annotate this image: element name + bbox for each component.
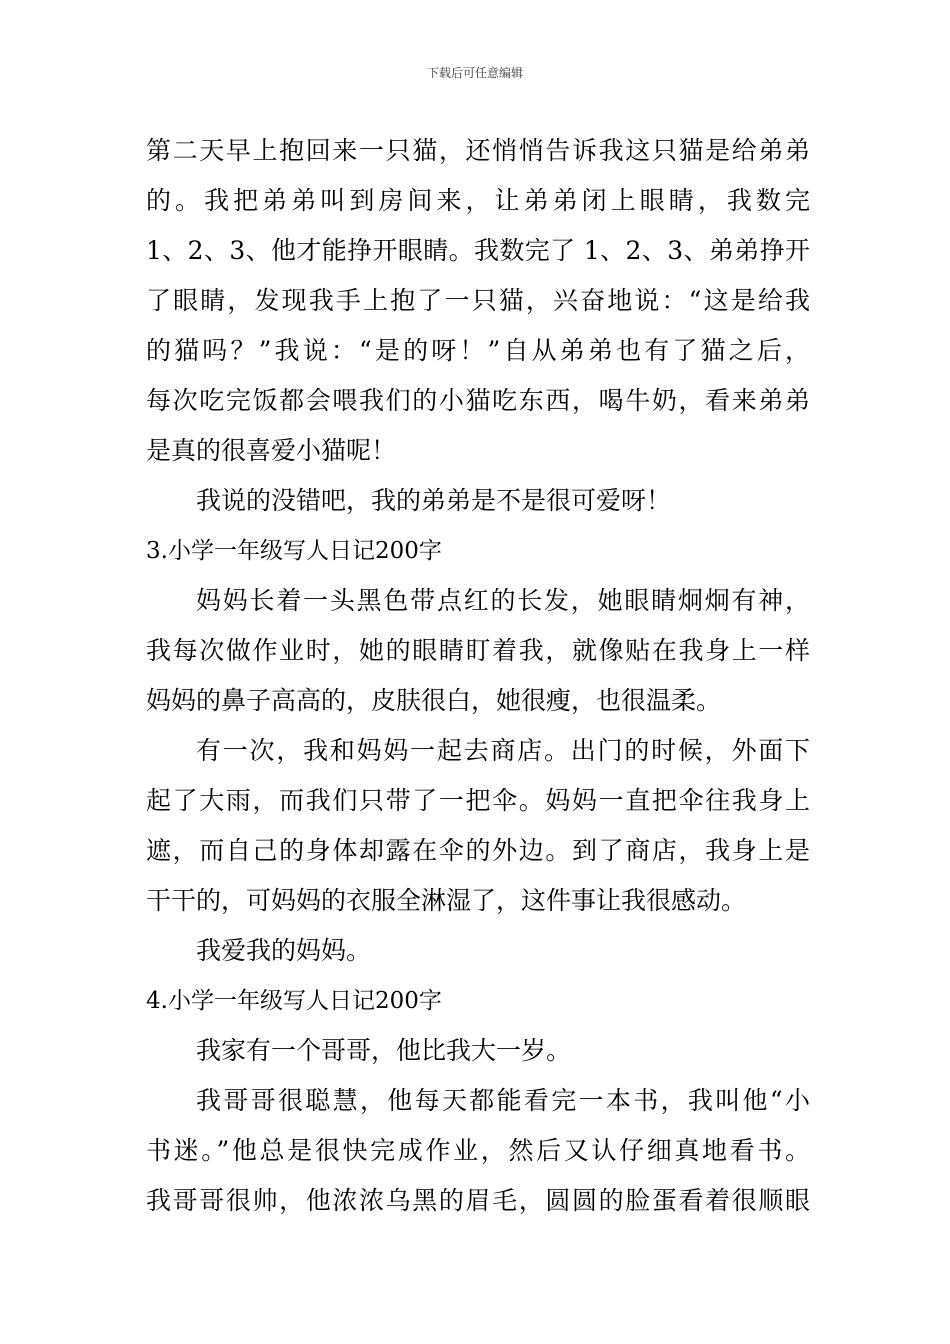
page-header: 下载后可任意编辑 — [426, 66, 523, 80]
text-line: 我爱我的妈妈。 — [196, 936, 372, 965]
text-line: 的。我把弟弟叫到房间来，让弟弟闭上眼睛，我数完 — [146, 186, 810, 215]
text-line: 我说的没错吧，我的弟弟是不是很可爱呀！ — [196, 486, 672, 515]
text-line: 我家有一个哥哥，他比我大一岁。 — [196, 1036, 572, 1065]
text-line: 妈妈的鼻子高高的，皮肤很白，她很瘦，也很温柔。 — [146, 686, 722, 715]
text-line: 我哥哥很帅，他浓浓乌黑的眉毛，圆圆的脸蛋看着很顺眼 — [146, 1186, 810, 1215]
text-line: 起了大雨，而我们只带了一把伞。妈妈一直把伞往我身上 — [146, 786, 810, 815]
text-line: 我哥哥很聪慧，他每天都能看完一本书，我叫他“小 — [196, 1086, 810, 1115]
text-line: 书迷。”他总是很快完成作业，然后又认仔细真地看书。 — [146, 1136, 810, 1165]
text-line: 有一次，我和妈妈一起去商店。出门的时候，外面下 — [196, 736, 810, 765]
document-body — [146, 126, 810, 1226]
text-line: 了眼睛，发现我手上抱了一只猫，兴奋地说：“这是给我 — [146, 286, 810, 315]
text-line: 遮，而自己的身体却露在伞的外边。到了商店，我身上是 — [146, 836, 810, 865]
text-line: 第二天早上抱回来一只猫，还悄悄告诉我这只猫是给弟弟 — [146, 136, 810, 165]
text-line: 我每次做作业时，她的眼睛盯着我，就像贴在我身上一样 — [146, 636, 810, 665]
text-line: 妈妈长着一头黑色带点红的长发，她眼睛炯炯有神， — [196, 586, 810, 615]
text-line: 干干的，可妈妈的衣服全淋湿了，这件事让我很感动。 — [146, 886, 747, 915]
text-line: 1、2、3、他才能挣开眼睛。我数完了 1、2、3、弟弟挣开 — [146, 236, 810, 265]
text-line: 是真的很喜爱小猫呢！ — [146, 436, 397, 465]
text-line: 每次吃完饭都会喂我们的小猫吃东西，喝牛奶，看来弟弟 — [146, 386, 810, 415]
text-line: 的猫吗？”我说：“是的呀！”自从弟弟也有了猫之后， — [146, 336, 810, 365]
section-heading: 3.小学一年级写人日记200字 — [146, 538, 442, 564]
section-heading: 4.小学一年级写人日记200字 — [146, 988, 442, 1014]
